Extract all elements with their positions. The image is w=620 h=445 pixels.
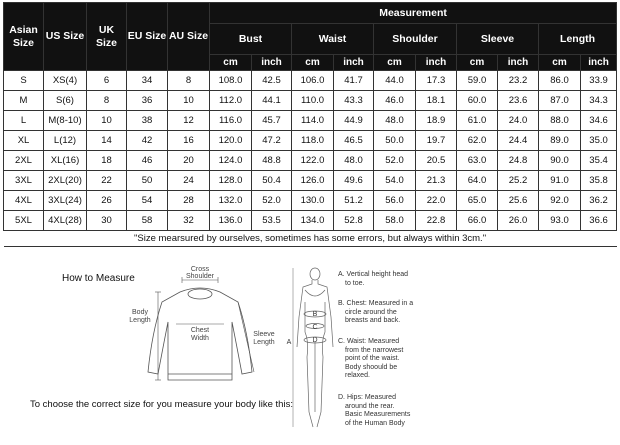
table-cell: 24.4 [498,131,539,151]
table-cell: 41.7 [334,71,374,91]
table-cell: 56.0 [374,191,416,211]
table-cell: S [4,71,44,91]
legend-d-line-1: D. Hips: Measured [338,394,396,401]
table-cell: 35.8 [581,171,617,191]
table-cell: 16 [168,131,210,151]
table-cell: 21.3 [416,171,457,191]
table-cell: 110.0 [292,91,334,111]
table-cell: 35.4 [581,151,617,171]
table-cell: 44.0 [374,71,416,91]
table-cell: XS(4) [44,71,87,91]
header-group-bust: Bust [210,24,292,55]
table-cell: 126.0 [292,171,334,191]
table-cell: 17.3 [416,71,457,91]
sweater-measure-diagram [120,262,280,397]
legend-a [338,271,438,288]
table-cell: 93.0 [539,211,581,231]
table-cell: 118.0 [292,131,334,151]
body-length-label-2: Length [129,317,151,324]
table-cell: 134.0 [292,211,334,231]
chest-width-label-1: Chest [190,327,210,334]
table-cell: 89.0 [539,131,581,151]
table-cell: 23.6 [498,91,539,111]
size-chart-table [3,2,617,247]
table-cell: 18.1 [416,91,457,111]
table-row [4,211,617,231]
table-cell: 42 [127,131,168,151]
table-cell: S(6) [44,91,87,111]
table-cell: 3XL [4,171,44,191]
table-cell: 43.3 [334,91,374,111]
table-cell: 47.2 [252,131,292,151]
table-cell: 91.0 [539,171,581,191]
table-cell: 64.0 [457,171,498,191]
sleeve-length-label-2: Length [253,339,275,346]
table-cell: 120.0 [210,131,252,151]
figure-letter-d: D [312,337,318,344]
table-cell: 4XL [4,191,44,211]
table-cell: 2XL [4,151,44,171]
table-cell: 20 [168,151,210,171]
table-cell: 59.0 [457,71,498,91]
table-cell: 63.0 [457,151,498,171]
figure-letter-c: C [312,324,318,331]
table-cell: 58.0 [374,211,416,231]
table-cell: 35.0 [581,131,617,151]
table-cell: 8 [168,71,210,91]
legend-d-line-4: of the Human Body [345,419,405,427]
table-cell: 44.9 [334,111,374,131]
table-cell: 60.0 [457,91,498,111]
legend-d-line-2: around the rear. [345,402,395,410]
table-cell: 23.2 [498,71,539,91]
table-cell: 38 [127,111,168,131]
table-cell: 50 [127,171,168,191]
table-cell: 50.4 [252,171,292,191]
header-unit: cm [210,55,252,71]
table-cell: 66.0 [457,211,498,231]
table-cell: M [4,91,44,111]
body-length-label-1: Body [132,309,148,316]
legend-c-line-4: Body shoould be [345,363,398,371]
figure-letter-b: B [312,311,318,318]
table-cell: 14 [87,131,127,151]
header-au-size: AU Size [168,3,210,71]
legend-c-line-3: point of the waist. [345,355,400,362]
table-cell: 52.0 [374,151,416,171]
table-cell: 65.0 [457,191,498,211]
table-cell: 52.8 [334,211,374,231]
header-unit: cm [539,55,581,71]
table-cell: 136.0 [210,211,252,231]
legend-b [338,300,438,326]
table-row [4,191,617,211]
table-cell: 88.0 [539,111,581,131]
header-unit: inch [416,55,457,71]
table-cell: 106.0 [292,71,334,91]
body-measure-figure [283,262,343,442]
table-cell: 62.0 [457,131,498,151]
table-cell: 116.0 [210,111,252,131]
table-cell: XL [4,131,44,151]
table-cell: 5XL [4,211,44,231]
table-cell: 26 [87,191,127,211]
header-measurement: Measurement [210,3,617,24]
table-cell: 3XL(24) [44,191,87,211]
chest-width-label-2: Width [191,335,209,342]
table-cell: L(12) [44,131,87,151]
table-cell: 54 [127,191,168,211]
table-row [4,171,617,191]
cross-shoulder-label-2: Shoulder [185,273,215,280]
table-cell: 44.1 [252,91,292,111]
table-cell: L [4,111,44,131]
legend-d-line-3: Basic Measurements [345,411,411,418]
table-cell: 30 [87,211,127,231]
table-cell: 24.8 [498,151,539,171]
legend-a-line-1: A. Vertical height head [338,271,409,278]
table-cell: 24.0 [498,111,539,131]
header-unit: inch [252,55,292,71]
table-cell: 33.9 [581,71,617,91]
table-cell: 32 [168,211,210,231]
legend-c-line-5: relaxed. [345,372,370,379]
table-cell: 114.0 [292,111,334,131]
table-cell: 25.6 [498,191,539,211]
header-unit: inch [334,55,374,71]
header-eu-size: EU Size [127,3,168,71]
table-cell: 46 [127,151,168,171]
table-cell: 90.0 [539,151,581,171]
header-unit: inch [498,55,539,71]
table-cell: 48.0 [374,111,416,131]
table-cell: 22.8 [416,211,457,231]
table-cell: 20.5 [416,151,457,171]
table-cell: 36.6 [581,211,617,231]
table-cell: 128.0 [210,171,252,191]
legend-c [338,338,438,381]
table-cell: 25.2 [498,171,539,191]
header-asian-size: Asian Size [4,3,44,71]
header-group-length: Length [539,24,617,55]
table-cell: 10 [87,111,127,131]
table-row [4,91,617,111]
legend-c-line-1: C. Waist: Measured [338,338,400,345]
table-cell: 18 [87,151,127,171]
table-cell: 8 [87,91,127,111]
choose-size-instruction: To choose the correct size for you measure your body like this: [30,399,293,410]
table-cell: 26.0 [498,211,539,231]
table-cell: 58 [127,211,168,231]
legend-d [338,394,438,428]
header-group-sleeve: Sleeve [457,24,539,55]
header-unit: cm [292,55,334,71]
table-cell: 132.0 [210,191,252,211]
legend-b-line-2: circle around the [345,308,397,316]
figure-letter-a: A [286,339,292,346]
table-cell: 108.0 [210,71,252,91]
table-cell: 24 [168,171,210,191]
table-cell: 18.9 [416,111,457,131]
table-cell: 53.5 [252,211,292,231]
table-cell: 46.0 [374,91,416,111]
table-cell: 87.0 [539,91,581,111]
table-cell: 2XL(20) [44,171,87,191]
table-cell: 112.0 [210,91,252,111]
table-cell: 34 [127,71,168,91]
table-cell: 50.0 [374,131,416,151]
table-cell: 51.2 [334,191,374,211]
header-unit: cm [374,55,416,71]
table-cell: 4XL(28) [44,211,87,231]
table-cell: 61.0 [457,111,498,131]
table-cell: M(8-10) [44,111,87,131]
header-group-shoulder: Shoulder [374,24,457,55]
table-cell: XL(16) [44,151,87,171]
table-cell: 45.7 [252,111,292,131]
table-row [4,151,617,171]
table-cell: 122.0 [292,151,334,171]
legend-a-line-2: to toe. [345,279,365,287]
header-unit: inch [581,55,617,71]
table-cell: 124.0 [210,151,252,171]
table-cell: 48.8 [252,151,292,171]
cross-shoulder-label-1: Cross [190,266,210,273]
how-to-measure-title: How to Measure [62,273,135,284]
table-cell: 52.0 [252,191,292,211]
table-cell: 130.0 [292,191,334,211]
table-cell: 36 [127,91,168,111]
table-row [4,131,617,151]
table-cell: 12 [168,111,210,131]
sleeve-length-label-1: Sleeve [253,331,275,338]
table-cell: 92.0 [539,191,581,211]
table-cell: 19.7 [416,131,457,151]
measurement-note: "Size mearsured by ourselves, sometimes has some errors, but always within 3cm." [4,231,617,247]
table-cell: 34.3 [581,91,617,111]
table-cell: 54.0 [374,171,416,191]
table-cell: 48.0 [334,151,374,171]
legend-b-line-3: breasts and back. [345,317,401,324]
table-cell: 6 [87,71,127,91]
table-cell: 42.5 [252,71,292,91]
legend-b-line-1: B. Chest: Measured in a [338,300,414,307]
table-cell: 10 [168,91,210,111]
table-cell: 34.6 [581,111,617,131]
table-row [4,71,617,91]
table-cell: 46.5 [334,131,374,151]
header-uk-size: UK Size [87,3,127,71]
table-cell: 36.2 [581,191,617,211]
table-cell: 22 [87,171,127,191]
table-cell: 28 [168,191,210,211]
header-unit: cm [457,55,498,71]
table-cell: 22.0 [416,191,457,211]
table-cell: 86.0 [539,71,581,91]
header-us-size: US Size [44,3,87,71]
header-group-waist: Waist [292,24,374,55]
table-row [4,111,617,131]
table-cell: 49.6 [334,171,374,191]
legend-c-line-2: from the narrowest [345,346,404,354]
